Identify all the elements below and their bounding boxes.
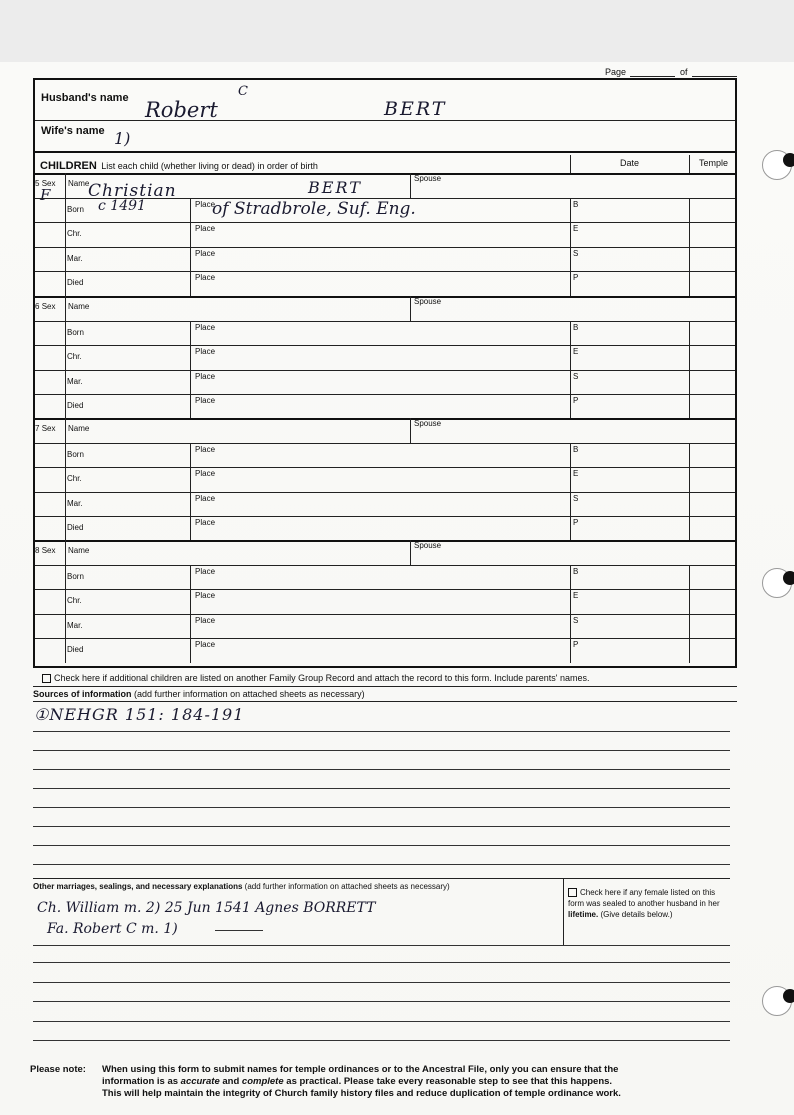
event-row-line — [35, 271, 735, 272]
sources-header — [33, 689, 365, 699]
ordinance-letter: P — [573, 518, 579, 527]
husband-surname[interactable]: BERT — [384, 98, 447, 120]
place-ordinance-divider — [570, 443, 571, 541]
header-divider-temple — [689, 155, 690, 173]
child-block-top — [35, 296, 735, 298]
female-check-box — [568, 887, 728, 920]
event-place-label: Place — [195, 518, 216, 527]
date-place-divider — [190, 321, 191, 419]
event-label: Died — [67, 401, 84, 410]
child-name-label: Name — [68, 179, 90, 188]
date-column-header: Date — [620, 158, 640, 168]
sources-rule[interactable] — [33, 788, 730, 789]
other-entry-line-1[interactable]: Ch. William m. 2) 25 Jun 1541 Agnes BORRETT — [37, 900, 376, 916]
page-label: Page — [605, 67, 627, 77]
female-check-details: (Give details below.) — [600, 910, 673, 919]
other-rule[interactable] — [33, 1040, 730, 1041]
please-note-footer — [30, 1064, 770, 1100]
spouse-divider — [410, 173, 411, 198]
husband-initial-mark: C — [238, 84, 248, 99]
ordinance-letter: S — [573, 371, 579, 381]
child-spouse-label: Spouse — [414, 174, 442, 183]
sources-divider — [33, 701, 737, 702]
event-place-label: Place — [195, 224, 216, 233]
ordinance-letter: E — [573, 347, 579, 356]
husband-name-label: Husband's name — [41, 92, 129, 104]
event-place-label: Place — [195, 273, 216, 282]
event-row-line — [35, 222, 735, 223]
child-given-name[interactable]: Christian — [88, 181, 177, 201]
event-label: Chr. — [67, 352, 82, 361]
wife-name-entry[interactable]: 1) — [114, 129, 131, 148]
event-place-entry[interactable]: of Stradbrole, Suf. Eng. — [212, 198, 416, 219]
punch-hole-middle — [762, 568, 792, 598]
please-note-text-1: When using this form to submit names for temple ordinances or to the Ancestral File, only you can ensure that the — [102, 1064, 619, 1075]
place-ordinance-divider — [570, 198, 571, 296]
sources-entry[interactable]: ①NEHGR 151: 184-191 — [34, 705, 245, 724]
sources-title: Sources of information — [33, 689, 132, 699]
child-name-label: Name — [68, 302, 90, 311]
event-row-line — [35, 394, 735, 395]
page-number-line[interactable] — [630, 76, 675, 77]
place-ordinance-divider — [570, 565, 571, 663]
punch-hole-top — [762, 150, 792, 180]
other-header — [33, 882, 450, 891]
event-place-label: Place — [195, 566, 216, 576]
husband-given-name[interactable]: Robert — [145, 98, 218, 122]
ordinance-letter: B — [573, 322, 579, 332]
other-rule[interactable] — [33, 1021, 730, 1022]
event-place-label: Place — [195, 199, 216, 209]
child-spouse-label: Spouse — [414, 541, 442, 550]
child-name-label: Name — [68, 424, 90, 433]
ordinance-letter: B — [573, 566, 579, 576]
event-place-label: Place — [195, 640, 216, 649]
event-row-line — [35, 345, 735, 346]
additional-children-checkbox[interactable] — [42, 674, 51, 683]
event-label: Born — [67, 449, 84, 459]
ordinance-letter: S — [573, 493, 579, 503]
event-row-line — [35, 443, 735, 444]
ordinance-temple-divider — [689, 565, 690, 663]
other-note: (add further information on attached sheets as necessary) — [244, 882, 450, 891]
please-note-text-3: This will help maintain the integrity of Church family history files and reduce duplication of temple ordinance work. — [102, 1088, 621, 1099]
event-row-line — [35, 321, 735, 322]
child-number: 5 — [35, 179, 40, 188]
child-number-sex — [35, 546, 55, 555]
left-column-divider — [65, 418, 66, 541]
temple-column-header: Temple — [699, 158, 729, 168]
child-block-top — [35, 173, 735, 175]
of-label: of — [680, 67, 688, 77]
child-number: 7 — [35, 424, 40, 433]
ordinance-letter: S — [573, 615, 579, 625]
event-label: Mar. — [67, 376, 83, 386]
female-check-lifetime: lifetime. — [568, 910, 599, 919]
ordinance-letter: P — [573, 273, 579, 282]
date-place-divider — [190, 443, 191, 541]
ordinance-letter: P — [573, 640, 579, 649]
ordinance-letter: E — [573, 469, 579, 478]
child-surname[interactable]: BERT — [308, 178, 362, 197]
punch-hole-bottom — [762, 986, 792, 1016]
event-label: Chr. — [67, 474, 82, 483]
place-ordinance-divider — [570, 321, 571, 419]
event-label: Born — [67, 571, 84, 581]
date-place-divider — [190, 198, 191, 296]
event-label: Chr. — [67, 596, 82, 605]
sources-rule[interactable] — [33, 826, 730, 827]
please-note-text-2a: information is as — [102, 1076, 179, 1087]
children-title: CHILDREN — [40, 160, 97, 172]
child-number: 6 — [35, 302, 40, 311]
sources-rule[interactable] — [33, 807, 730, 808]
wife-name-label: Wife's name — [41, 125, 105, 137]
child-sex-label: Sex — [41, 546, 56, 555]
sources-rule[interactable] — [33, 845, 730, 846]
date-place-divider — [190, 565, 191, 663]
other-rule[interactable] — [33, 945, 730, 946]
ordinance-temple-divider — [689, 198, 690, 296]
child-number: 8 — [35, 546, 40, 555]
event-row-line — [35, 614, 735, 615]
event-label: Born — [67, 204, 84, 214]
child-sex-label: Sex — [41, 302, 56, 311]
event-label: Died — [67, 645, 84, 654]
child-number-sex — [35, 302, 55, 311]
event-row-line — [35, 467, 735, 468]
child-sex-label: Sex — [41, 424, 56, 433]
please-note-text-2b: as practical. Please take every reasonable step to see that this happens. — [286, 1076, 613, 1087]
other-top-divider — [33, 878, 730, 879]
left-column-divider — [65, 173, 66, 296]
sources-note: (add further information on attached sheets as necessary) — [134, 689, 365, 699]
spouse-divider — [410, 296, 411, 321]
event-place-label: Place — [195, 444, 216, 454]
wife-row-divider — [35, 151, 735, 153]
ordinance-letter: S — [573, 248, 579, 258]
child-name-label: Name — [68, 546, 90, 555]
event-place-label: Place — [195, 371, 216, 381]
event-row-line — [35, 370, 735, 371]
other-entry-dash — [215, 930, 263, 931]
children-instruction: List each child (whether living or dead) in order of birth — [101, 161, 318, 171]
other-rule[interactable] — [33, 1001, 730, 1002]
husband-row-divider — [35, 120, 735, 121]
left-column-divider — [65, 540, 66, 663]
event-place-label: Place — [195, 248, 216, 258]
other-title: Other marriages, sealings, and necessary explanations — [33, 882, 243, 891]
child-spouse-label: Spouse — [414, 297, 442, 306]
sources-rule[interactable] — [33, 864, 730, 865]
event-label: Died — [67, 523, 84, 532]
event-place-label: Place — [195, 322, 216, 332]
additional-children-text: Check here if additional children are listed on another Family Group Record and attach the record to this form. Include parents' names. — [54, 673, 590, 683]
ordinance-letter: E — [573, 591, 579, 600]
left-column-divider — [65, 296, 66, 419]
child-block-top — [35, 418, 735, 420]
event-place-label: Place — [195, 347, 216, 356]
header-divider-date — [570, 155, 571, 173]
sources-rule[interactable] — [33, 731, 730, 732]
please-note-label: Please note: — [30, 1064, 86, 1075]
event-label: Chr. — [67, 229, 82, 238]
event-label: Died — [67, 278, 84, 287]
children-header — [40, 156, 318, 174]
event-row-line — [35, 247, 735, 248]
event-place-label: Place — [195, 469, 216, 478]
event-date-entry[interactable]: c 1491 — [98, 197, 146, 214]
event-row-line — [35, 638, 735, 639]
female-check-text: Check here if any female listed on this form was sealed to another husband in her — [568, 888, 720, 908]
please-note-complete: complete — [241, 1076, 284, 1087]
female-check-divider — [563, 878, 564, 945]
event-place-label: Place — [195, 396, 216, 405]
event-place-label: Place — [195, 615, 216, 625]
sources-rule[interactable] — [33, 750, 730, 751]
ordinance-letter: P — [573, 396, 579, 405]
ordinance-letter: E — [573, 224, 579, 233]
sources-rule[interactable] — [33, 769, 730, 770]
other-rule[interactable] — [33, 962, 730, 963]
spouse-divider — [410, 540, 411, 565]
additional-divider — [33, 686, 737, 687]
ordinance-temple-divider — [689, 321, 690, 419]
other-entry-line-2[interactable]: Fa. Robert C m. 1) — [47, 921, 178, 937]
event-label: Mar. — [67, 620, 83, 630]
page-total-line[interactable] — [692, 76, 737, 77]
ordinance-letter: B — [573, 199, 579, 209]
event-label: Born — [67, 327, 84, 337]
event-place-label: Place — [195, 591, 216, 600]
female-sealed-checkbox[interactable] — [568, 888, 577, 897]
please-note-and: and — [222, 1076, 240, 1087]
event-row-line — [35, 492, 735, 493]
child-sex-entry[interactable]: F — [40, 186, 51, 204]
additional-children-row — [42, 673, 590, 683]
ordinance-letter: B — [573, 444, 579, 454]
other-rule[interactable] — [33, 982, 730, 983]
child-spouse-label: Spouse — [414, 419, 442, 428]
event-label: Mar. — [67, 253, 83, 263]
event-row-line — [35, 516, 735, 517]
child-block-top — [35, 540, 735, 542]
event-label: Mar. — [67, 498, 83, 508]
child-sex-label: Sex — [41, 179, 56, 188]
please-note-accurate: accurate — [180, 1076, 220, 1087]
event-row-line — [35, 589, 735, 590]
spouse-divider — [410, 418, 411, 443]
event-place-label: Place — [195, 493, 216, 503]
event-row-line — [35, 565, 735, 566]
ordinance-temple-divider — [689, 443, 690, 541]
child-number-sex — [35, 424, 55, 433]
